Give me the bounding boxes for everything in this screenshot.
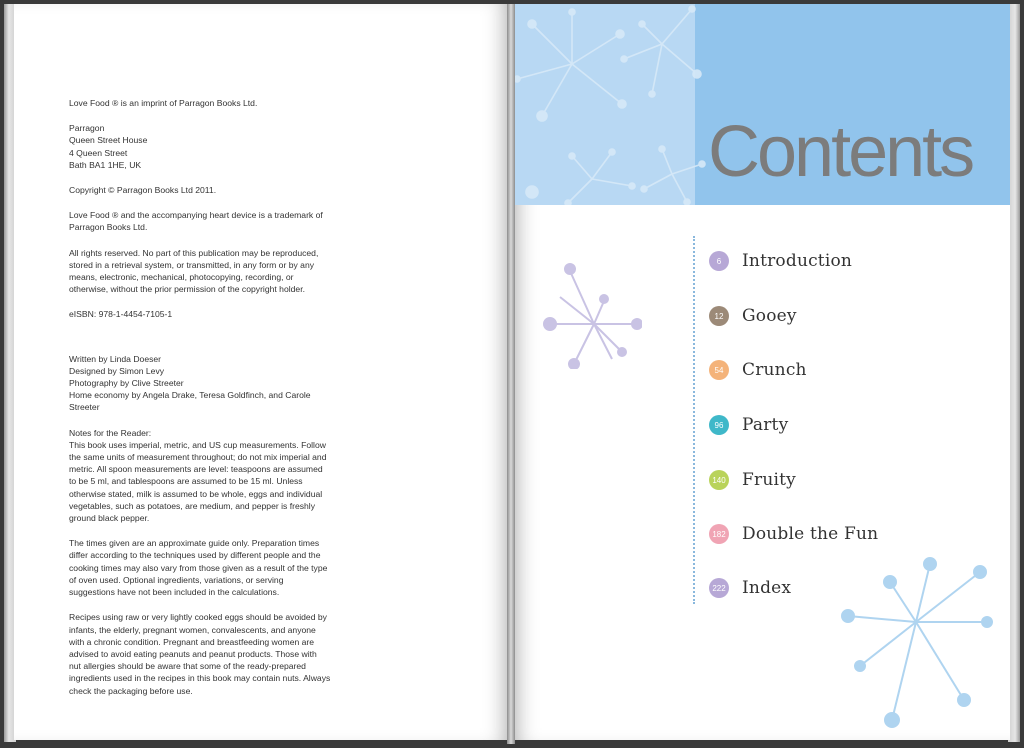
- page-number-badge: 222: [709, 578, 729, 598]
- imprint-line: Love Food ® is an imprint of Parragon Books Ltd.: [69, 98, 258, 108]
- snowflake-header-icon: [512, 4, 712, 205]
- snowflake-lilac-icon: [542, 259, 642, 369]
- publisher-address: Parragon Queen Street House 4 Queen Street Bath BA1 1HE, UK: [69, 123, 148, 170]
- trademark-notice: Love Food ® and the accompanying heart device is a trademark of Parragon Books Ltd.: [69, 210, 323, 233]
- toc-item-gooey[interactable]: [709, 301, 797, 331]
- credits-block: Written by Linda Doeser Designed by Simon Levy Photography by Clive Streeter Home economy by Angela Drake, Teresa Goldfinch, and Carole Streeter: [69, 353, 311, 413]
- toc-label: Introduction: [742, 251, 853, 271]
- snowflake-blue-icon: [832, 552, 1010, 740]
- page-number-badge: 140: [709, 470, 729, 490]
- toc-label: Gooey: [742, 306, 797, 326]
- copyright-line: Copyright © Parragon Books Ltd 2011.: [69, 185, 217, 196]
- toc-label: Party: [742, 415, 789, 435]
- imprint-text: [69, 97, 331, 710]
- reader-notes: Notes for the Reader: This book uses imperial, metric, and US cup measurements. Follow the same units of measurement throughout; do not mix imperial and metric. All spoon measurements are level: teaspoons are assumed to be 5 ml, and tablespoons are assumed to be 15 ml. Unless otherwise stated, milk is assumed to be whole, eggs and individual vegetables, such as potatoes, are medium, and pepper is freshly ground black pepper.: [69, 427, 327, 524]
- book-spine: [507, 4, 515, 744]
- toc-item-party[interactable]: [709, 410, 788, 440]
- rights-notice: All rights reserved. No part of this publication may be reproduced, stored in a retrieval system, or transmitted, in any form or by any means, electronic, mechanical, photocopying, recording, or otherwise, without the prior permission of the copyright holder.: [69, 247, 319, 295]
- allergy-notice: Recipes using raw or very lightly cooked eggs should be avoided by infants, the elderly, pregnant women, convalescents, and anyone with a chronic condition. Pregnant and breastfeeding women are advised to avoid eating peanuts and peanut products. Those with nut allergies should be aware that some of the ready-prepared ingredients used in the recipes in this book may contain nuts. Always check the packaging before use.: [69, 612, 331, 696]
- times-notice: The times given are an approximate guide only. Preparation times differ according to the techniques used by different people and the cooking times may also vary from those given as a result of the type of oven used. Optional ingredients, variations, or serving suggestions have not been included in the calculations.: [69, 538, 328, 598]
- toc-label: Index: [742, 578, 792, 598]
- page-number-badge: 182: [709, 524, 729, 544]
- right-page[interactable]: [512, 4, 1010, 740]
- page-number-badge: 12: [709, 306, 729, 326]
- page-number-badge: 6: [709, 251, 729, 271]
- toc-item-crunch[interactable]: [709, 355, 807, 385]
- toc-label: Crunch: [742, 360, 807, 380]
- toc-item-fruity[interactable]: [709, 465, 796, 495]
- left-page[interactable]: [14, 4, 510, 740]
- contents-title: Contents: [708, 112, 973, 192]
- toc-label: Fruity: [742, 470, 796, 490]
- eisbn-line: eISBN: 978-1-4454-7105-1: [69, 309, 173, 320]
- toc-item-introduction[interactable]: [709, 246, 852, 276]
- toc-item-double-the-fun[interactable]: [709, 519, 878, 549]
- page-number-badge: 96: [709, 415, 729, 435]
- toc-item-index[interactable]: [709, 573, 791, 603]
- toc-divider: [693, 236, 695, 604]
- toc-label: Double the Fun: [742, 524, 879, 544]
- page-number-badge: 54: [709, 360, 729, 380]
